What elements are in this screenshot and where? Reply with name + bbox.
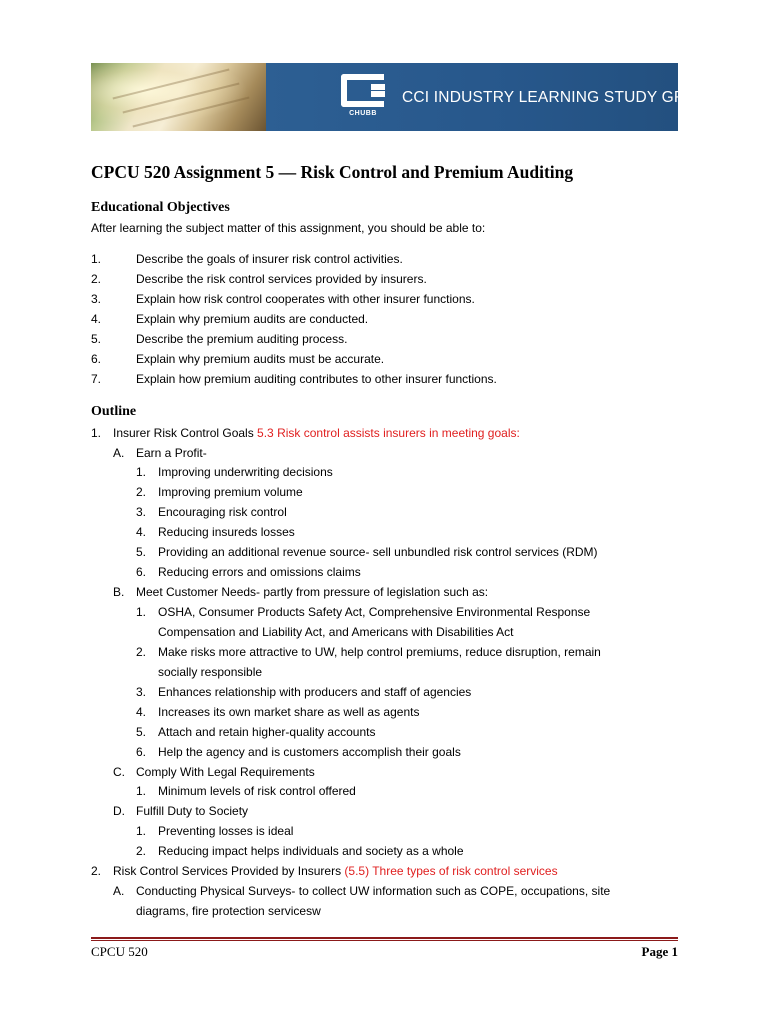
outline-item: Encouraging risk control — [158, 505, 287, 519]
outline-item: Comply With Legal Requirements — [136, 765, 315, 779]
footer-course: CPCU 520 — [91, 944, 148, 959]
list-item-number: 2. — [91, 272, 102, 286]
outline-marker: 4. — [136, 525, 147, 539]
outline-item-text: Insurer Risk Control Goals — [113, 426, 258, 440]
outline-item: Earn a Profit- — [136, 446, 207, 460]
outline-heading: Outline — [91, 404, 137, 419]
outline-marker: 5. — [136, 725, 147, 739]
outline-item: Reducing insureds losses — [158, 525, 295, 539]
outline-marker: A. — [113, 446, 125, 460]
outline-marker: 5. — [136, 545, 147, 559]
outline-marker: 2. — [91, 864, 102, 878]
outline-marker: A. — [113, 884, 125, 898]
list-item: Describe the risk control services provided by insurers. — [136, 272, 427, 286]
outline-item-continued: socially responsible — [158, 665, 263, 679]
outline-marker: 1. — [136, 824, 147, 838]
outline-item: Enhances relationship with producers and staff of agencies — [158, 685, 472, 699]
list-item: Explain why premium audits must be accurate. — [136, 352, 385, 366]
list-item-number: 4. — [91, 312, 102, 326]
list-item: Explain how risk control cooperates with other insurer functions. — [136, 292, 475, 306]
outline-marker: C. — [113, 765, 125, 779]
outline-item-continued: Compensation and Liability Act, and Americans with Disabilities Act — [158, 625, 514, 639]
outline-item-continued: diagrams, fire protection servicesw — [136, 904, 321, 918]
outline-item: Attach and retain higher-quality accounts — [158, 725, 376, 739]
outline-red-note: (5.5) Three types of risk control services — [344, 864, 558, 878]
page-title: CPCU 520 Assignment 5 — Risk Control and Premium Auditing — [91, 162, 574, 182]
outline-marker: 3. — [136, 505, 147, 519]
logo-text: CHUBB — [349, 110, 377, 117]
outline-marker: 6. — [136, 745, 147, 759]
outline-marker: 2. — [136, 844, 147, 858]
objectives-intro: After learning the subject matter of this assignment, you should be able to: — [91, 221, 486, 235]
outline-marker: D. — [113, 804, 125, 818]
outline-marker: 4. — [136, 705, 147, 719]
objectives-heading: Educational Objectives — [91, 200, 230, 215]
outline-item: Improving underwriting decisions — [158, 465, 333, 479]
footer-rule — [91, 937, 678, 939]
list-item: Explain why premium audits are conducted. — [136, 312, 369, 326]
list-item: Describe the premium auditing process. — [136, 332, 348, 346]
chubb-logo-icon — [339, 74, 388, 110]
list-item-number: 3. — [91, 292, 102, 306]
outline-marker: 1. — [136, 465, 147, 479]
outline-marker: 1. — [91, 426, 102, 440]
list-item-number: 1. — [91, 252, 102, 266]
banner-band — [266, 63, 731, 131]
outline-item: Meet Customer Needs- partly from pressure of legislation such as: — [136, 585, 489, 599]
outline-red-note: 5.3 Risk control assists insurers in meeting goals: — [257, 426, 520, 440]
outline-item: Conducting Physical Surveys- to collect UW information such as COPE, occupations, site — [136, 884, 611, 898]
outline-item: Providing an additional revenue source- sell unbundled risk control services (RDM) — [158, 545, 598, 559]
outline-item: Reducing errors and omissions claims — [158, 565, 361, 579]
outline-marker: 1. — [136, 605, 147, 619]
outline-item: Fulfill Duty to Society — [136, 804, 249, 818]
outline-item: Reducing impact helps individuals and society as a whole — [158, 844, 464, 858]
outline-item: Increases its own market share as well as agents — [158, 705, 420, 719]
banner-title: CCI INDUSTRY LEARNING STUDY GROUPS — [402, 89, 731, 106]
outline-marker: B. — [113, 585, 125, 599]
outline-item: Minimum levels of risk control offered — [158, 784, 356, 798]
list-item-number: 6. — [91, 352, 102, 366]
header-banner — [91, 63, 731, 131]
footer-rule-thin — [91, 940, 678, 941]
list-item: Describe the goals of insurer risk control activities. — [136, 252, 403, 266]
outline-item: Make risks more attractive to UW, help control premiums, reduce disruption, remain — [158, 645, 601, 659]
outline-marker: 2. — [136, 645, 147, 659]
page-number: Page 1 — [641, 944, 678, 959]
outline-marker: 1. — [136, 784, 147, 798]
outline-marker: 2. — [136, 485, 147, 499]
outline-item — [113, 423, 520, 443]
outline-item: OSHA, Consumer Products Safety Act, Comprehensive Environmental Response — [158, 605, 591, 619]
outline-marker: 6. — [136, 565, 147, 579]
list-item: Explain how premium auditing contributes to other insurer functions. — [136, 372, 497, 386]
outline-item-text: Risk Control Services Provided by Insurers — [113, 864, 345, 878]
book-photo — [91, 63, 266, 131]
outline-marker: 3. — [136, 685, 147, 699]
outline-item — [113, 861, 558, 881]
outline-item: Improving premium volume — [158, 485, 303, 499]
list-item-number: 7. — [91, 372, 102, 386]
outline-item: Preventing losses is ideal — [158, 824, 294, 838]
outline-item: Help the agency and is customers accomplish their goals — [158, 745, 461, 759]
list-item-number: 5. — [91, 332, 102, 346]
